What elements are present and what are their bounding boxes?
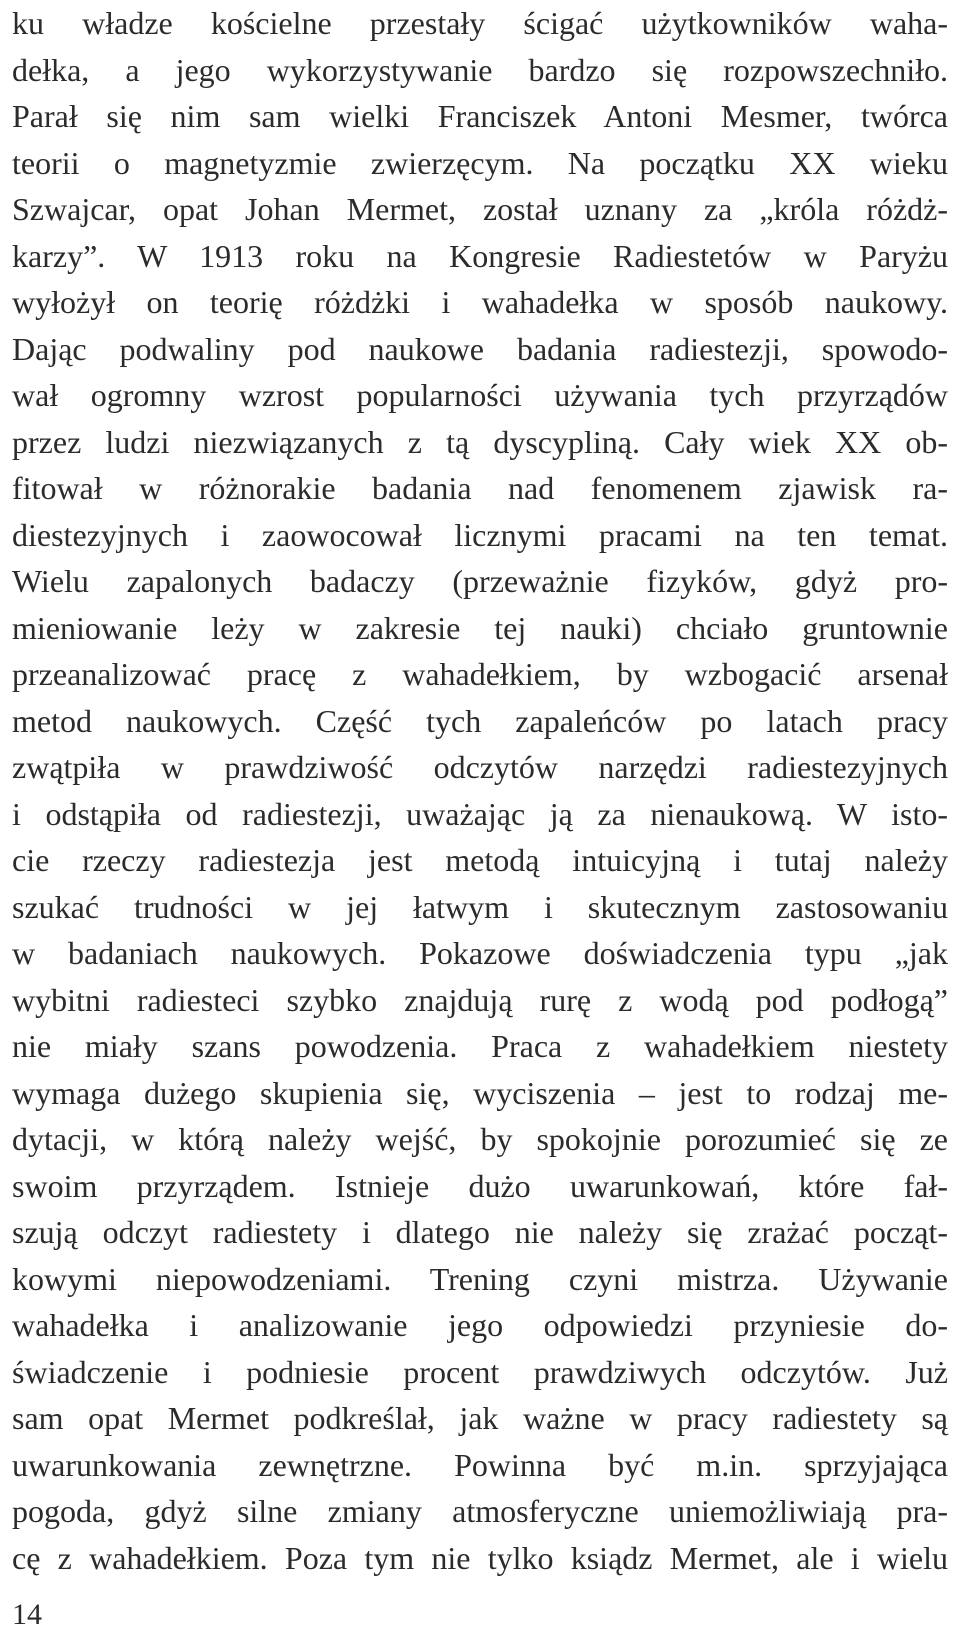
text-line: nie miały szans powodzenia. Praca z wahadełkiem niestety — [12, 1028, 948, 1064]
text-line: Wielu zapalonych badaczy (przeważnie fizyków, gdyż pro- — [12, 563, 948, 599]
text-line: dełka, a jego wykorzystywanie bardzo się rozpowszechniło. — [12, 51, 948, 88]
text-line: wyłożył on teorię różdżki i wahadełka w sposób naukowy. — [12, 284, 948, 320]
text-line: swoim przyrządem. Istnieje dużo uwarunkowań, które fał- — [12, 1167, 948, 1204]
text-line: Szwajcar, opat Johan Mermet, został uznany za „króla różdż- — [12, 191, 948, 227]
text-line: cę z wahadełkiem. Poza tym nie tylko ksiądz Mermet, ale i wielu — [12, 1539, 948, 1576]
text-line: szukać trudności w jej łatwym i skutecznym zastosowaniu — [12, 888, 948, 925]
text-line: i odstąpiła od radiestezji, uważając ją za nienaukową. W isto- — [12, 795, 948, 832]
text-line: karzy”. W 1913 roku na Kongresie Radiestetów w Paryżu — [12, 237, 948, 274]
text-line: wał ogromny wzrost popularności używania tych przyrządów — [12, 377, 948, 413]
text-line: w badaniach naukowych. Pokazowe doświadczenia typu „jak — [12, 935, 948, 971]
text-line: ku władze kościelne przestały ścigać użytkowników waha- — [12, 5, 948, 41]
text-line: teorii o magnetyzmie zwierzęcym. Na początku XX wieku — [12, 144, 948, 181]
text-line: wymaga dużego skupienia się, wyciszenia – jest to rodzaj me- — [12, 1074, 948, 1111]
text-line: świadczenie i podniesie procent prawdziwych odczytów. Już — [12, 1353, 948, 1390]
text-line: przeanalizować pracę z wahadełkiem, by wzbogacić arsenał — [12, 656, 948, 692]
text-line: metod naukowych. Część tych zapaleńców po latach pracy — [12, 702, 948, 739]
text-line: sam opat Mermet podkreślał, jak ważne w pracy radiestety są — [12, 1400, 948, 1436]
text-line: diestezyjnych i zaowocował licznymi pracami na ten temat. — [12, 516, 948, 553]
text-line: przez ludzi niezwiązanych z tą dyscypliną. Cały wiek XX ob- — [12, 423, 948, 460]
text-line: dytacji, w którą należy wejść, by spokojnie porozumieć się ze — [12, 1121, 948, 1157]
text-line: wybitni radiesteci szybko znajdują rurę z wodą pod podłogą” — [12, 981, 948, 1018]
text-line: wahadełka i analizowanie jego odpowiedzi przyniesie do- — [12, 1307, 948, 1343]
text-line: kowymi niepowodzeniami. Trening czyni mistrza. Używanie — [12, 1260, 948, 1297]
text-line: fitował w różnorakie badania nad fenomenem zjawisk ra- — [12, 470, 948, 506]
text-line: mieniowanie leży w zakresie tej nauki) chciało gruntownie — [12, 609, 948, 646]
text-line: Dając podwaliny pod naukowe badania radiestezji, spowodo- — [12, 330, 948, 367]
text-line: Parał się nim sam wielki Franciszek Antoni Mesmer, twórca — [12, 98, 948, 134]
body-text — [12, 0, 948, 1581]
text-line: cie rzeczy radiestezja jest metodą intuicyjną i tutaj należy — [12, 842, 948, 878]
text-line: pogoda, gdyż silne zmiany atmosferyczne uniemożliwiają pra- — [12, 1493, 948, 1529]
text-line: szują odczyt radiestety i dlatego nie należy się zrażać począt- — [12, 1214, 948, 1250]
text-line: zwątpiła w prawdziwość odczytów narzędzi radiestezyjnych — [12, 749, 948, 785]
page-number: 14 — [12, 1598, 42, 1631]
text-line: uwarunkowania zewnętrzne. Powinna być m.in. sprzyjająca — [12, 1446, 948, 1483]
